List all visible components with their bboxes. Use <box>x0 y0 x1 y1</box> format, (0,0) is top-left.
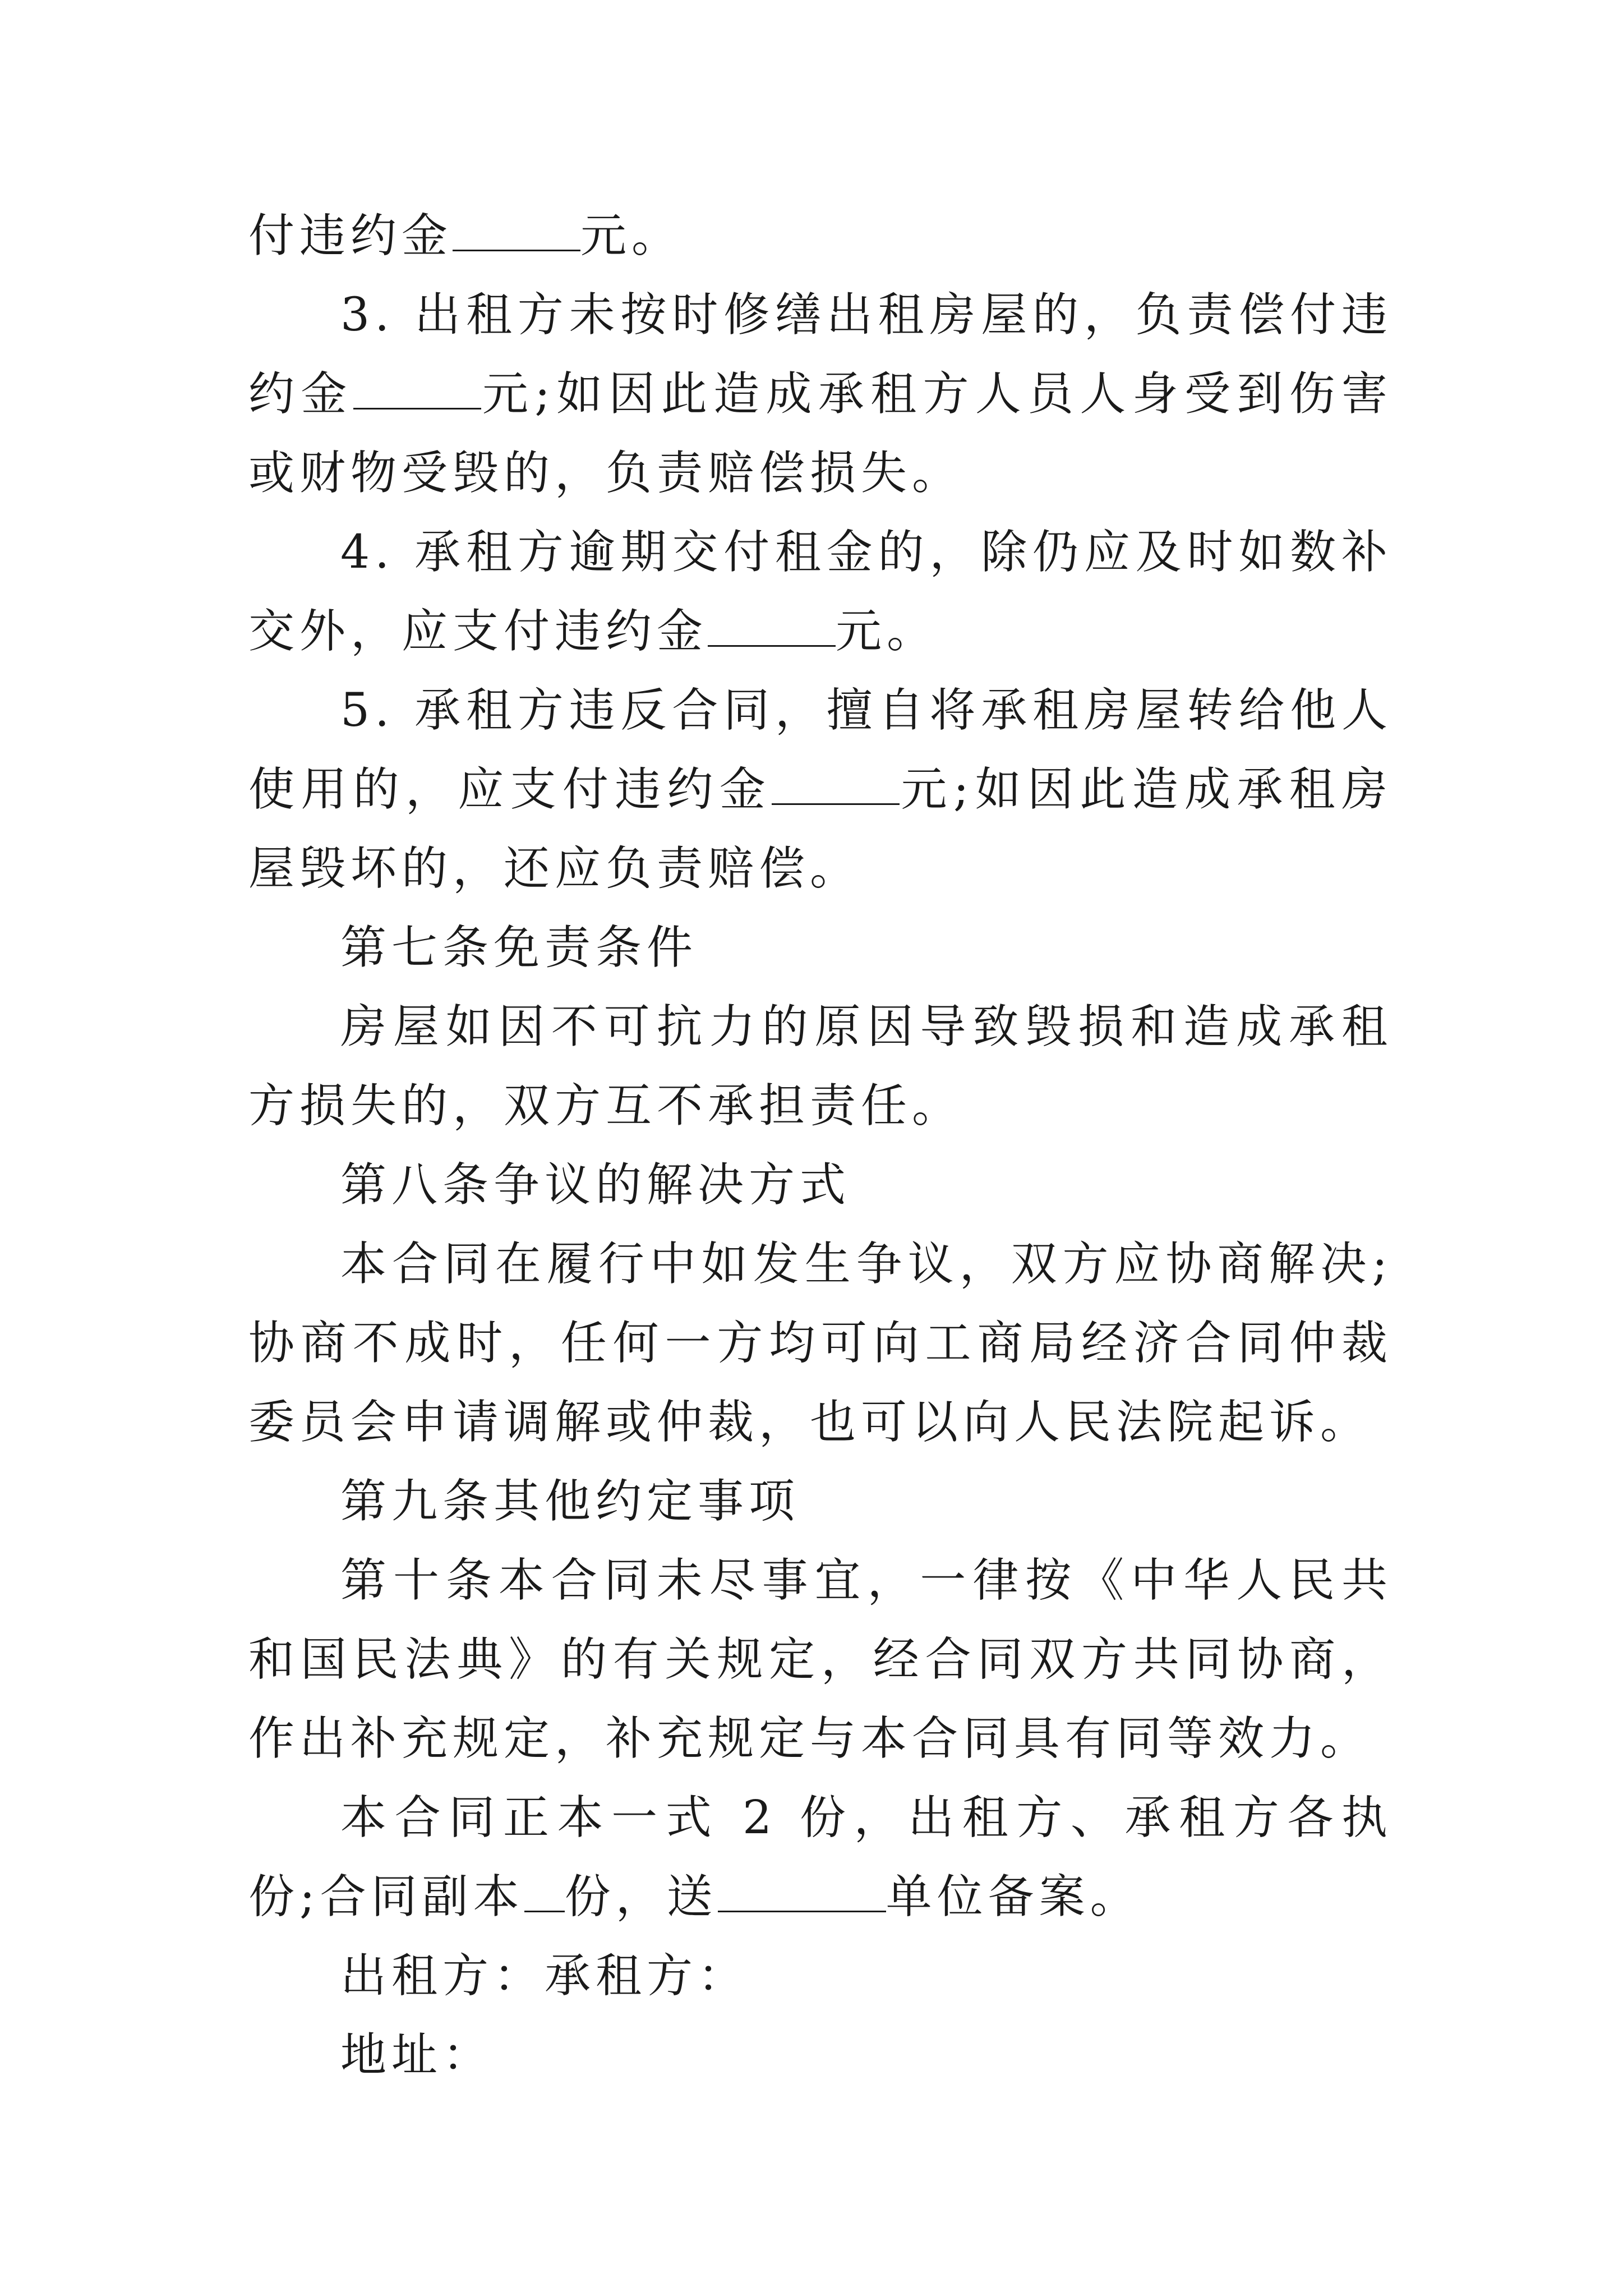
paragraph-article-10 <box>248 1541 1393 1778</box>
fill-in-blank <box>772 764 900 805</box>
heading-text: 第八条争议的解决方式 <box>340 1158 851 1212</box>
paragraph-text: 单位备案。 <box>886 1870 1141 1924</box>
fill-in-blank <box>708 606 836 647</box>
fill-in-blank <box>524 1871 565 1912</box>
paragraph-text: 元;如因此造成承租房屋毁坏的，还应负责赔偿。 <box>248 763 1393 895</box>
paragraph-text: 元;如因此造成承租方人员人身受到伤害或财物受毁的，负责赔偿损失。 <box>248 367 1393 500</box>
heading-text: 第九条其他约定事项 <box>340 1475 800 1528</box>
paragraph-text: 地址： <box>340 2028 494 2082</box>
paragraph-text: 元。 <box>836 605 938 658</box>
paragraph-text: 份，送 <box>564 1870 718 1924</box>
paragraph-text: 房屋如因不可抗力的原因导致毁损和造成承租方损失的，双方互不承担责任。 <box>248 1000 1393 1133</box>
signature-address <box>248 2016 1393 2095</box>
paragraph-article-8-body <box>248 1225 1393 1462</box>
signature-parties <box>248 1936 1393 2016</box>
heading-text: 第七条免责条件 <box>340 921 698 974</box>
paragraph-text: 本合同在履行中如发生争议，双方应协商解决;协商不成时，任何一方均可向工商局经济合同仲裁委员会申请调解或仲裁，也可以向人民法院起诉。 <box>248 1237 1393 1449</box>
paragraph-text: 付违约金 <box>248 209 453 263</box>
heading-article-7 <box>248 908 1393 987</box>
fill-in-blank <box>718 1871 886 1912</box>
fill-in-blank <box>453 210 580 251</box>
paragraph-clause-4 <box>248 513 1393 671</box>
paragraph-text: 3. 出租方未按时修缮出租房屋的，负责偿付违约金 <box>248 288 1393 421</box>
fill-in-blank <box>353 369 481 409</box>
paragraph-text: 元。 <box>580 209 683 263</box>
paragraph-clause-3 <box>248 275 1393 513</box>
paragraph-text: 出租方：承租方： <box>340 1949 749 2003</box>
document-body <box>248 196 1393 2095</box>
paragraph-copies <box>248 1778 1393 1936</box>
paragraph-text: 本合同正本一式 2 份，出租方、承租方各执份;合同副本 <box>248 1791 1393 1924</box>
heading-article-8 <box>248 1145 1393 1225</box>
paragraph-text: 4. 承租方逾期交付租金的，除仍应及时如数补交外，应支付违约金 <box>248 526 1393 658</box>
paragraph-text: 5. 承租方违反合同，擅自将承租房屋转给他人使用的，应支付违约金 <box>248 684 1393 816</box>
paragraph-clause-5 <box>248 671 1393 908</box>
heading-article-9 <box>248 1462 1393 1541</box>
paragraph-article-7-body <box>248 987 1393 1145</box>
paragraph-text: 第十条本合同未尽事宜，一律按《中华人民共和国民法典》的有关规定，经合同双方共同协商，作出补充规定，补充规定与本合同具有同等效力。 <box>248 1554 1393 1765</box>
paragraph-penalty-amount <box>248 196 1393 275</box>
